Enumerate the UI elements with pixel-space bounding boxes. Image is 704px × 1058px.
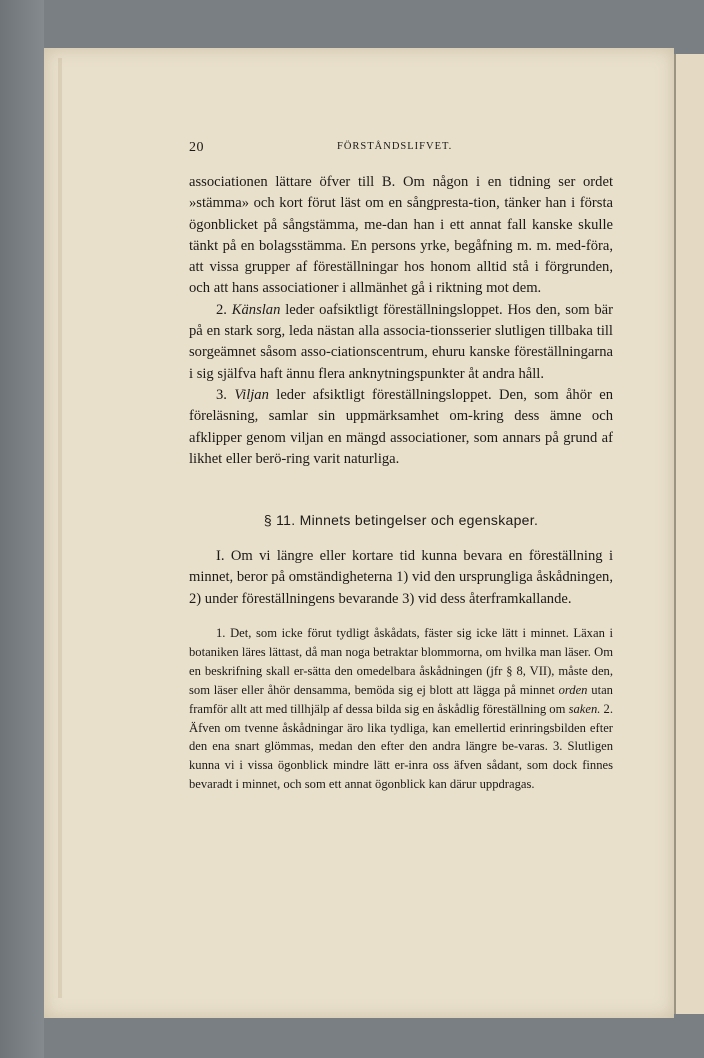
next-page-edge bbox=[674, 54, 704, 1014]
paragraph-2 bbox=[189, 300, 613, 385]
paragraph-2-number: 2. bbox=[216, 301, 227, 318]
page-number: 20 bbox=[189, 140, 204, 155]
body-text bbox=[189, 172, 613, 470]
page-header bbox=[189, 140, 613, 162]
section-heading: § 11. Minnets betingelser och egenskaper. bbox=[263, 512, 539, 529]
note-part-2: utan framför allt att med tillhjälp af dessa bilda sig en åskådlig föreställning om bbox=[189, 682, 613, 716]
paragraph-2-text: leder oafsiktligt föreställningsloppet. Hos den, som bär på en stark sorg, leda nästan alla associa-tionsserier slutligen tillbaka till sorgeämnet såsom asso-ciationscentrum, ehuru kanske föreställningarna i sig själfva haft ännu flera anknytningspunkter åt andra håll. bbox=[189, 301, 614, 382]
page-text bbox=[189, 140, 613, 794]
running-head: FÖRSTÅNDSLIFVET. bbox=[337, 141, 453, 152]
note-text bbox=[189, 624, 613, 794]
page-gutter-shadow bbox=[58, 58, 62, 998]
paragraph-1: associationen lättare öfver till B. Om någon i en tidning ser ordet »stämma» och kort förut läst om en sångpresta-tion, tänker han i första ögonblicket på sångstämma, me-dan han i ett annat fall kanske skulle tänkt på en bolagsstämma. En persons yrke, begåfning m. m. med-föra, att vissa grupper af föreställningar hos honom alltid stå i förgrunden, och att hans associationer i allmänhet gå i riktning mot dem. bbox=[189, 174, 613, 297]
note-paragraph bbox=[189, 624, 613, 794]
note-emphasis-1: orden bbox=[558, 682, 588, 697]
scan-backdrop bbox=[0, 0, 44, 1058]
note-part-3: 2. Äfven om tvenne åskådningar äro lika tydliga, kan emellertid erinringsbilden efter den ena snart glömmas, medan den efter den andra längre be-varas. 3. Slutligen kunna vi i vissa ögonblick mindre lätt er-inra oss äfven sådant, som dock finnes bevaradt i minnet, och som ett annat ögonblick kan därur uppdragas. bbox=[189, 701, 613, 792]
paragraph-3-text: leder afsiktligt föreställningsloppet. Den, som åhör en föreläsning, samlar sin uppmärksamhet om-kring dess ämne och afklipper genom viljan en mängd associationer, som annars på grund af likhet eller berö-ring varit naturliga. bbox=[189, 386, 613, 467]
note-part-1: 1. Det, som icke förut tydligt åskådats, fäster sig icke lätt i minnet. Läxan i botaniken läres lättast, då man noga betraktar blommorna, om hvilka man läser. Om en beskrifning skall er-sätta den omedelbara åskådningen (jfr § 8, VII), måste den, som läser eller åhör densamma, bemöda sig ej blott att lägga på minnet bbox=[189, 626, 613, 697]
paragraph-2-term: Känslan bbox=[231, 301, 281, 318]
section-body bbox=[189, 546, 613, 610]
paragraph-4: I. Om vi längre eller kortare tid kunna bevara en föreställning i minnet, beror på omständigheterna 1) vid den ursprungliga åskådningen, 2) under föreställningens bevarande 3) vid dess återframkallande. bbox=[189, 548, 613, 607]
paragraph-3 bbox=[189, 385, 613, 470]
note-emphasis-2: saken. bbox=[568, 701, 601, 716]
paragraph-3-term: Viljan bbox=[234, 386, 269, 403]
paragraph-3-number: 3. bbox=[216, 386, 227, 403]
